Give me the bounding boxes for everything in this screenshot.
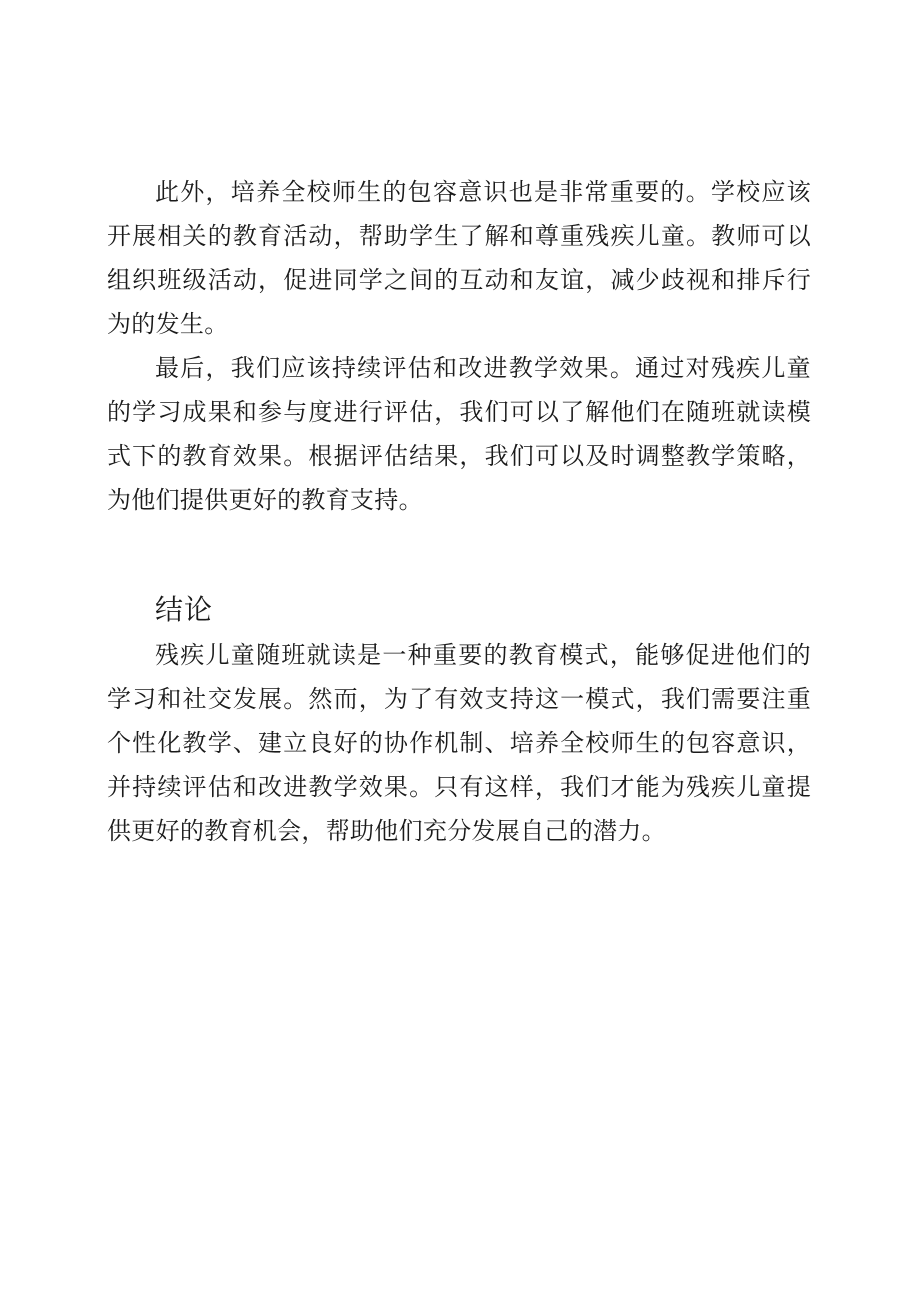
paragraph-evaluation: 最后，我们应该持续评估和改进教学效果。通过对残疾儿童的学习成果和参与度进行评估，我们可以了解他们在随班就读模式下的教育效果。根据评估结果，我们可以及时调整教学策略，为他们提供更好的教育支持。 xyxy=(107,354,811,514)
conclusion-heading: 结论 xyxy=(155,593,214,626)
paragraph-inclusion: 此外，培养全校师生的包容意识也是非常重要的。学校应该开展相关的教育活动，帮助学生了解和尊重残疾儿童。教师可以组织班级活动，促进同学之间的互动和友谊，减少歧视和排斥行为的发生。 xyxy=(107,178,811,338)
document-body xyxy=(107,170,811,853)
paragraph-conclusion: 残疾儿童随班就读是一种重要的教育模式，能够促进他们的学习和社交发展。然而，为了有效支持这一模式，我们需要注重个性化教学、建立良好的协作机制、培养全校师生的包容意识，并持续评估和改进教学效果。只有这样，我们才能为残疾儿童提供更好的教育机会，帮助他们充分发展自己的潜力。 xyxy=(107,641,811,845)
